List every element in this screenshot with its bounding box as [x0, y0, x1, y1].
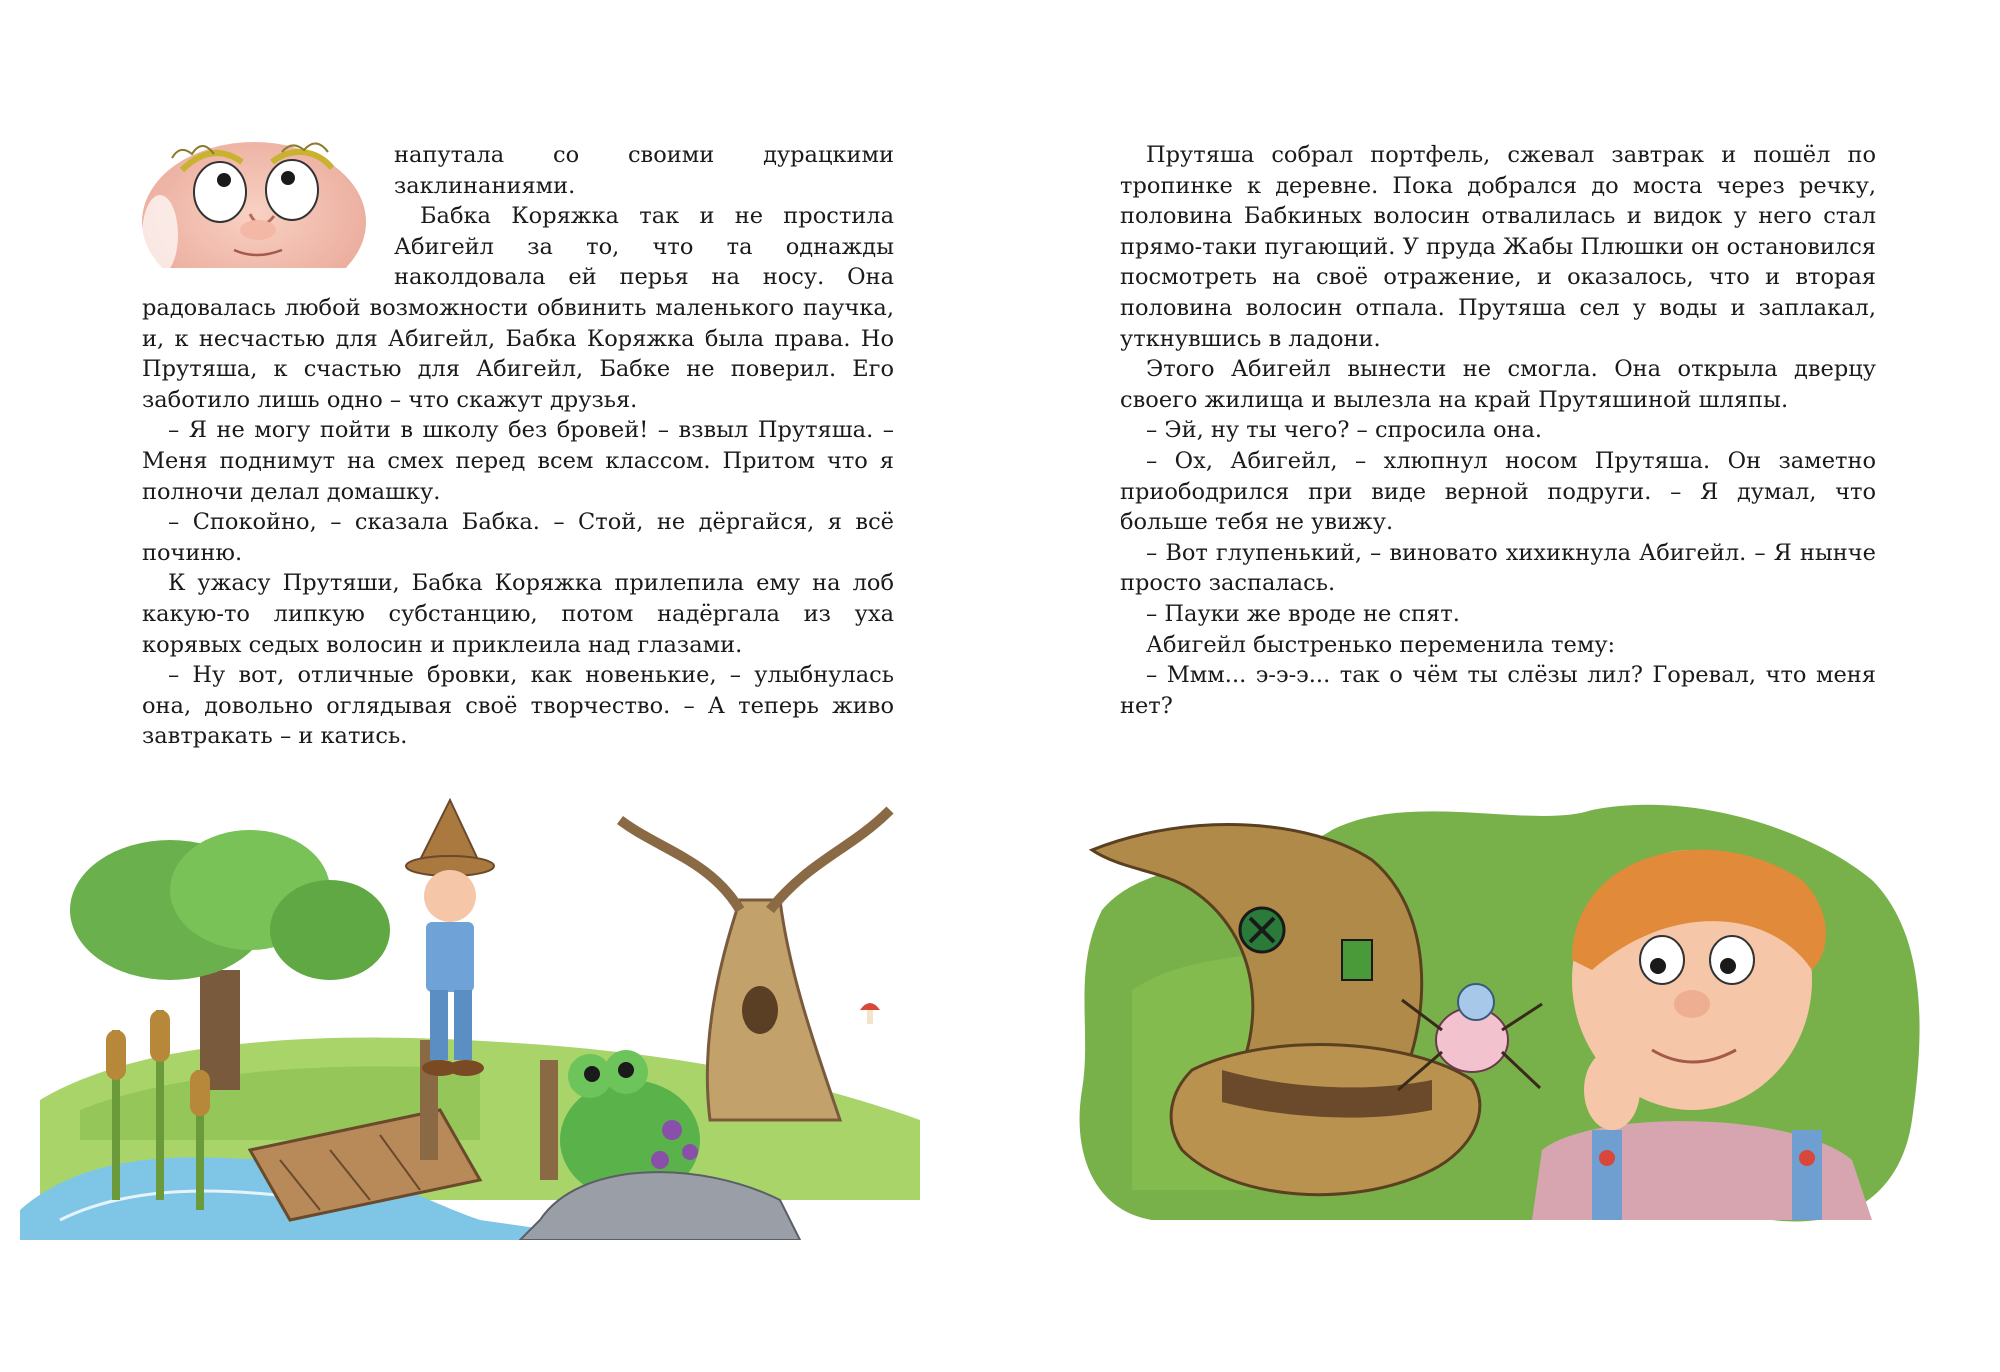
right-page-text — [1120, 140, 1876, 721]
left-page-text — [142, 140, 894, 752]
paragraph: – Вот глупенький, – виновато хихикнула Абигейл. – Я нынче просто заспалась. — [1120, 539, 1876, 597]
hat-and-boy-illustration — [1072, 790, 1932, 1230]
paragraph: Абигейл быстренько переменила тему: — [1146, 631, 1616, 658]
paragraph: – Ну вот, отличные бровки, как новенькие, – улыбнулась она, довольно оглядывая своё творчество. – А теперь живо завтракать – и катись. — [142, 662, 894, 750]
paragraph: – Спокойно, – сказала Бабка. – Стой, не дёргайся, я всё починю. — [142, 509, 894, 566]
bridge-scene-illustration — [20, 780, 960, 1240]
paragraph: К ужасу Прутяши, Бабка Коряжка прилепила ему на лоб какую-то липкую субстанцию, потом надёргала из уха корявых седых волосин и приклеила над глазами. — [142, 570, 894, 658]
paragraph: напутала со своими дурацкими заклинаниями. — [394, 142, 894, 199]
paragraph: Этого Абигейл вынести не смогла. Она открыла дверцу своего жилища и вылезла на край Прутяшиной шляпы. — [1120, 356, 1876, 413]
paragraph: – Я не могу пойти в школу без бровей! – взвыл Прутяша. – Меня поднимут на смех перед всем классом. Притом что я полночи делал домашку. — [142, 417, 894, 505]
right-page — [1000, 0, 2000, 1372]
paragraph: – Ммм... э-э-э... так о чём ты слёзы лил? Горевал, что меня нет? — [1120, 662, 1876, 719]
paragraph: – Ох, Абигейл, – хлюпнул носом Прутяша. Он заметно приободрился при виде верной подруги. – Я думал, что больше тебя не увижу. — [1120, 447, 1876, 536]
paragraph: Бабка Коряжка так и не простила Абигейл за то, что та однажды наколдовала ей перья на носу. Она радовалась любой возможности обвинить маленького паучка, и, к несчастью для Абигейл, Бабка Коряжка была права. Но Прутяша, к счастью для Абигейл, Бабке не поверил. Его заботило лишь одно – что скажут друзья. — [142, 203, 894, 413]
paragraph: – Эй, ну ты чего? – спросила она. — [1146, 417, 1543, 444]
face-illustration — [142, 140, 378, 268]
paragraph: Прутяша собрал портфель, сжевал завтрак и пошёл по тропинке к деревне. Пока добрался до моста через речку, половина Бабкиных волосин отвалилась и видок у него стал прямо-таки пугающий. У пруда Жабы Плюшки он остановился посмотреть на своё отражение, и оказалось, что и вторая половина волосин отпала. Прутяша сел у воды и заплакал, уткнувшись в ладони. — [1120, 142, 1876, 352]
paragraph: – Пауки же вроде не спят. — [1146, 600, 1460, 627]
